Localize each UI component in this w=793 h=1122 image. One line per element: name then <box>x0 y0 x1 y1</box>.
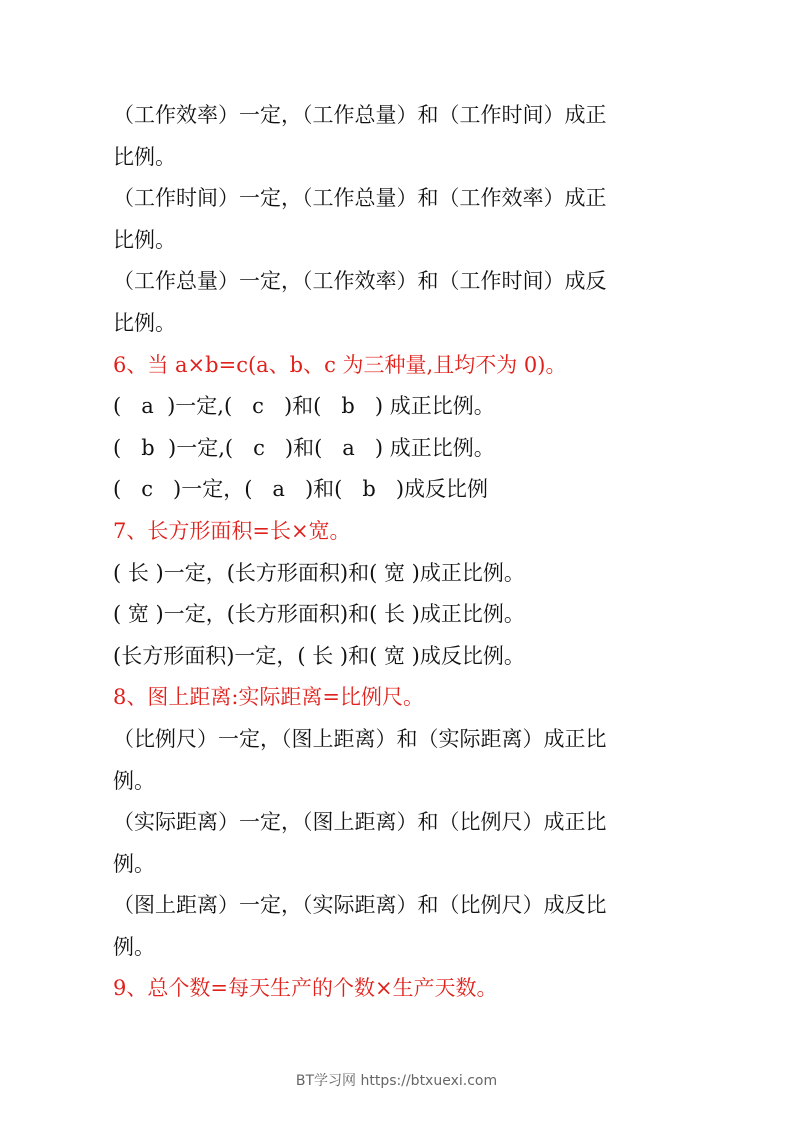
section-heading-7: 7、长方形面积=长×宽。 <box>113 518 351 543</box>
text-line: （比例尺）一定，（图上距离）和（实际距离）成正比 <box>113 726 607 751</box>
text-line: 比例。 <box>113 227 176 252</box>
text-line: ( 宽 )一定，(长方形面积)和( 长 )成正比例。 <box>113 602 525 627</box>
text-line: ( c )一定，( a )和( b )成反比例 <box>113 477 489 502</box>
text-line: 例。 <box>113 851 155 876</box>
text-line: （工作时间）一定，（工作总量）和（工作效率）成正 <box>113 186 607 211</box>
section-heading-9: 9、总个数=每天生产的个数×生产天数。 <box>113 976 498 1001</box>
section-heading-6: 6、当 a×b=c(a、b、c 为三种量,且均不为 0)。 <box>113 352 567 377</box>
text-line: 例。 <box>113 934 155 959</box>
text-line: 例。 <box>113 768 155 793</box>
text-line: ( b )一定,( c )和( a ) 成正比例。 <box>113 435 495 460</box>
text-line: （工作总量）一定，（工作效率）和（工作时间）成反 <box>113 269 607 294</box>
section-heading-8: 8、图上距离:实际距离=比例尺。 <box>113 685 425 710</box>
text-line: （实际距离）一定，（图上距离）和（比例尺）成正比 <box>113 810 607 835</box>
text-line: （图上距离）一定，（实际距离）和（比例尺）成反比 <box>113 893 607 918</box>
text-line: 比例。 <box>113 310 176 335</box>
text-line: ( a )一定,( c )和( b ) 成正比例。 <box>113 394 495 419</box>
page-footer: BT学习网 https://btxuexi.com <box>295 1073 498 1089</box>
document-body <box>113 95 693 1010</box>
text-line: ( 长 )一定，(长方形面积)和( 宽 )成正比例。 <box>113 560 525 585</box>
text-line: （工作效率）一定，（工作总量）和（工作时间）成正 <box>113 103 607 127</box>
text-line: (长方形面积)一定，( 长 )和( 宽 )成反比例。 <box>113 643 525 668</box>
text-line: 比例。 <box>113 144 176 169</box>
